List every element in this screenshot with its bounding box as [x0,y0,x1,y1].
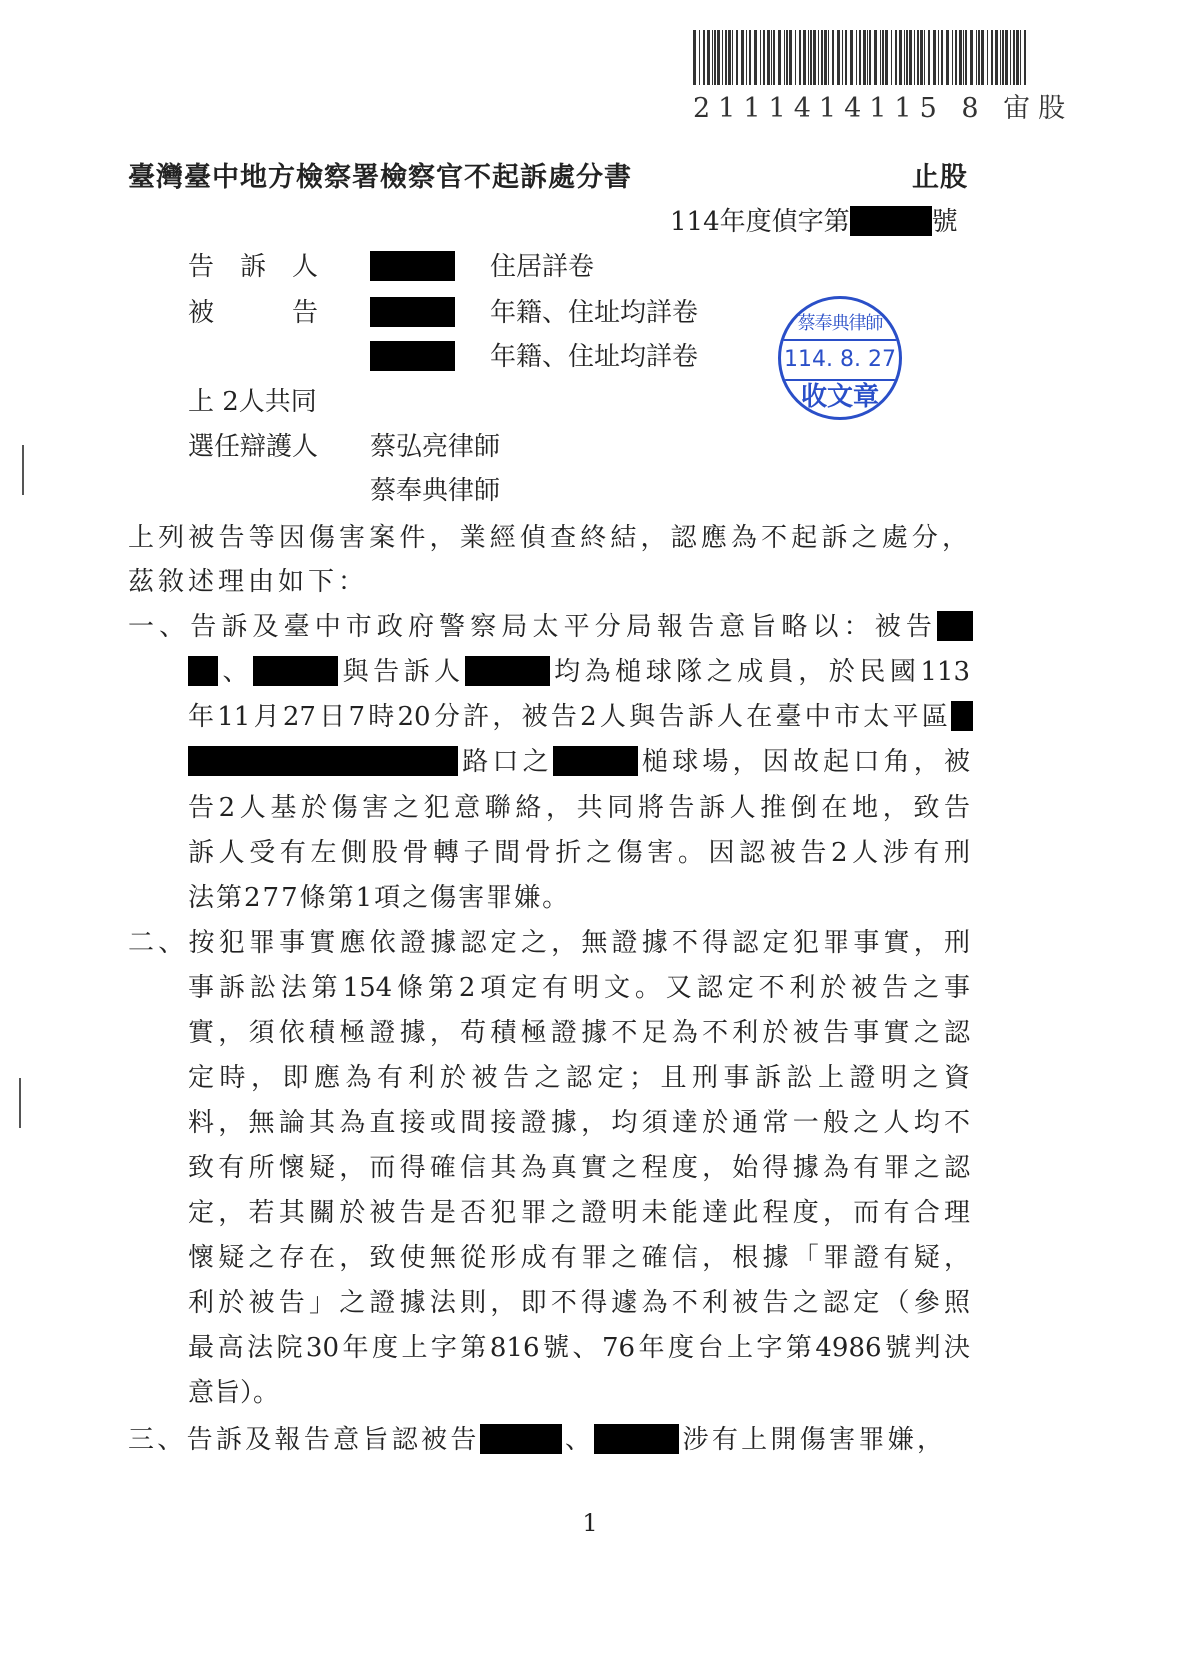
section-3-line: 三、告訴及報告意旨認被告 、 涉有上開傷害罪嫌， [128,1425,943,1455]
section-2-line: 意旨）。 [188,1378,280,1408]
barcode-bar [991,30,993,85]
section-2-line: 最高法院30年度上字第816號、76年度台上字第4986號判決 [188,1333,970,1363]
section-1-line: 訴人受有左側股骨轉子間骨折之傷害。因認被告2人涉有刑 [188,838,970,868]
barcode-bar [813,30,816,85]
barcode-bar [941,30,943,85]
barcode-bar [746,30,747,85]
document-title: 臺灣臺中地方檢察署檢察官不起訴處分書 [128,162,632,193]
barcode-number: 2111414115 8 宙股 [693,93,1074,124]
case-number: 114年度偵字第 號 [670,207,958,237]
scan-mark [19,1078,21,1128]
barcode-bar [699,30,700,85]
barcode-bar [938,30,939,85]
counsel-2: 蔡奉典律師 [370,476,501,506]
barcode-bar [725,30,727,85]
barcode-bar [1020,30,1021,85]
intro-line: 茲敘述理由如下： [128,567,369,597]
section-2-line: 定，若其關於被告是否犯罪之證明未能達此程度，而有合理 [188,1198,970,1228]
barcode-bar [952,30,953,85]
redaction [370,251,455,281]
barcode-bar [946,30,949,85]
complainant-label: 告 訴 人 [188,252,319,282]
barcode-bar [891,30,892,85]
intro-line: 上列被告等因傷害案件，業經偵查終結，認應為不起訴之處分， [128,523,968,553]
barcode-bar [869,30,871,85]
barcode-bar [784,30,785,85]
barcode-bar [773,30,775,85]
barcode-bar [1010,30,1011,85]
barcode-bar [885,30,888,85]
barcode-bar [771,30,772,85]
section-2-line: 事訴訟法第154條第2項定有明文。又認定不利於被告之事 [188,973,970,1003]
section-1-line: 一、告訴及臺中市政府警察局太平分局報告意旨略以：被告 [128,610,973,644]
barcode-bar [749,30,751,85]
barcode-bar [904,30,905,85]
barcode-bar [722,30,723,85]
barcode-bar [987,30,988,85]
defendant-note-2: 年籍、住址均詳卷 [490,342,699,372]
scan-mark [22,445,24,495]
barcode-bar [850,30,853,85]
barcode [693,30,1030,85]
barcode-bar [736,30,738,85]
barcode-bar [842,30,843,85]
stamp-bottom-text: 收文章 [800,382,879,412]
joint-label: 上 2人共同 [188,387,317,417]
barcode-bar [818,30,819,85]
barcode-bar [920,30,923,85]
barcode-bar [693,30,696,85]
barcode-bar [828,30,829,85]
counsel-label: 選任辯護人 [188,432,319,462]
barcode-bar [924,30,925,85]
redaction [370,297,455,327]
barcode-bar [882,30,884,85]
barcode-bar [799,30,801,85]
barcode-bar [832,30,834,85]
barcode-bar [789,30,792,85]
section-2-line: 實，須依積極證據，苟積極證據不足為不利於被告事實之認 [188,1018,970,1048]
barcode-bar [909,30,912,85]
barcode-bar [717,30,720,85]
barcode-bar [837,30,840,85]
barcode-bar [859,30,861,85]
barcode-bar [856,30,857,85]
barcode-bar [732,30,733,85]
barcode-bar [917,30,919,85]
barcode-bar [760,30,761,85]
barcode-bar [928,30,930,85]
page-number: 1 [582,1509,598,1537]
barcode-bar [963,30,964,85]
barcode-bar [786,30,788,85]
barcode-bar [899,30,902,85]
barcode-bar [874,30,877,85]
barcode-bar [763,30,765,85]
barcode-bar [880,30,881,85]
redaction [370,341,455,371]
received-stamp [778,296,902,420]
barcode-bar [981,30,984,85]
barcode-bar [821,30,823,85]
barcode-bar [845,30,847,85]
barcode-bar [810,30,812,85]
stamp-date: 114. 8. 27 [781,339,899,381]
section-2-line: 定時，即應為有利於被告之認定；且刑事訴訟上證明之資 [188,1063,970,1093]
section-1-line: 法第277條第1項之傷害罪嫌。 [188,883,571,913]
barcode-bar [965,30,967,85]
barcode-bar [976,30,977,85]
barcode-bar [778,30,781,85]
barcode-bar [714,30,716,85]
barcode-bar [1002,30,1004,85]
section-2-line: 利於被告」之證據法則，即不得遽為不利被告之認定（參照 [188,1288,970,1318]
barcode-bar [1024,30,1026,85]
barcode-bar [808,30,809,85]
barcode-bar [995,30,998,85]
barcode-bar [863,30,866,85]
defendant-note-1: 年籍、住址均詳卷 [490,298,699,328]
section-1-line: 路口之 槌球場，因故起口角，被 [188,745,970,779]
defendant-label: 被 告 [188,298,319,328]
section-2-line: 懷疑之存在，致使無從形成有罪之確信，根據「罪證有疑， [188,1243,970,1273]
barcode-bar [895,30,897,85]
barcode-bar [712,30,713,85]
barcode-bar [754,30,757,85]
barcode-bar [867,30,868,85]
division-label: 止股 [912,162,968,193]
barcode-bar [703,30,705,85]
barcode-bar [906,30,908,85]
barcode-bar [741,30,744,85]
section-2-line: 致有所懷疑，而得確信其為真實之程度，始得據為有罪之認 [188,1153,970,1183]
barcode-bar [970,30,973,85]
barcode-bar [1005,30,1008,85]
complainant-note: 住居詳卷 [490,252,595,282]
barcode-bar [795,30,796,85]
barcode-bar [978,30,980,85]
section-2-line: 二、按犯罪事實應依證據認定之，無證據不得認定犯罪事實，刑 [128,928,970,958]
section-2-line: 料，無論其為直接或間接證據，均須達於通常一般之人均不 [188,1108,970,1138]
barcode-bar [1000,30,1001,85]
barcode-bar [959,30,962,85]
section-1-line: 年11月27日7時20分許，被告2人與告訴人在臺中市太平區 [188,700,973,734]
section-1-line: 、 與告訴人 均為槌球隊之成員，於民國113 [188,655,970,689]
barcode-bar [1013,30,1015,85]
barcode-bar [824,30,827,85]
barcode-bar [933,30,936,85]
barcode-bar [803,30,806,85]
counsel-1: 蔡弘亮律師 [370,432,501,462]
barcode-bar [728,30,731,85]
barcode-bar [767,30,770,85]
stamp-top-text: 蔡奉典律師 [797,313,883,334]
section-1-line: 告2人基於傷害之犯意聯絡，共同將告訴人推倒在地，致告 [188,793,970,823]
barcode-bar [1016,30,1019,85]
barcode-bar [955,30,957,85]
barcode-bar [914,30,915,85]
barcode-bar [707,30,710,85]
